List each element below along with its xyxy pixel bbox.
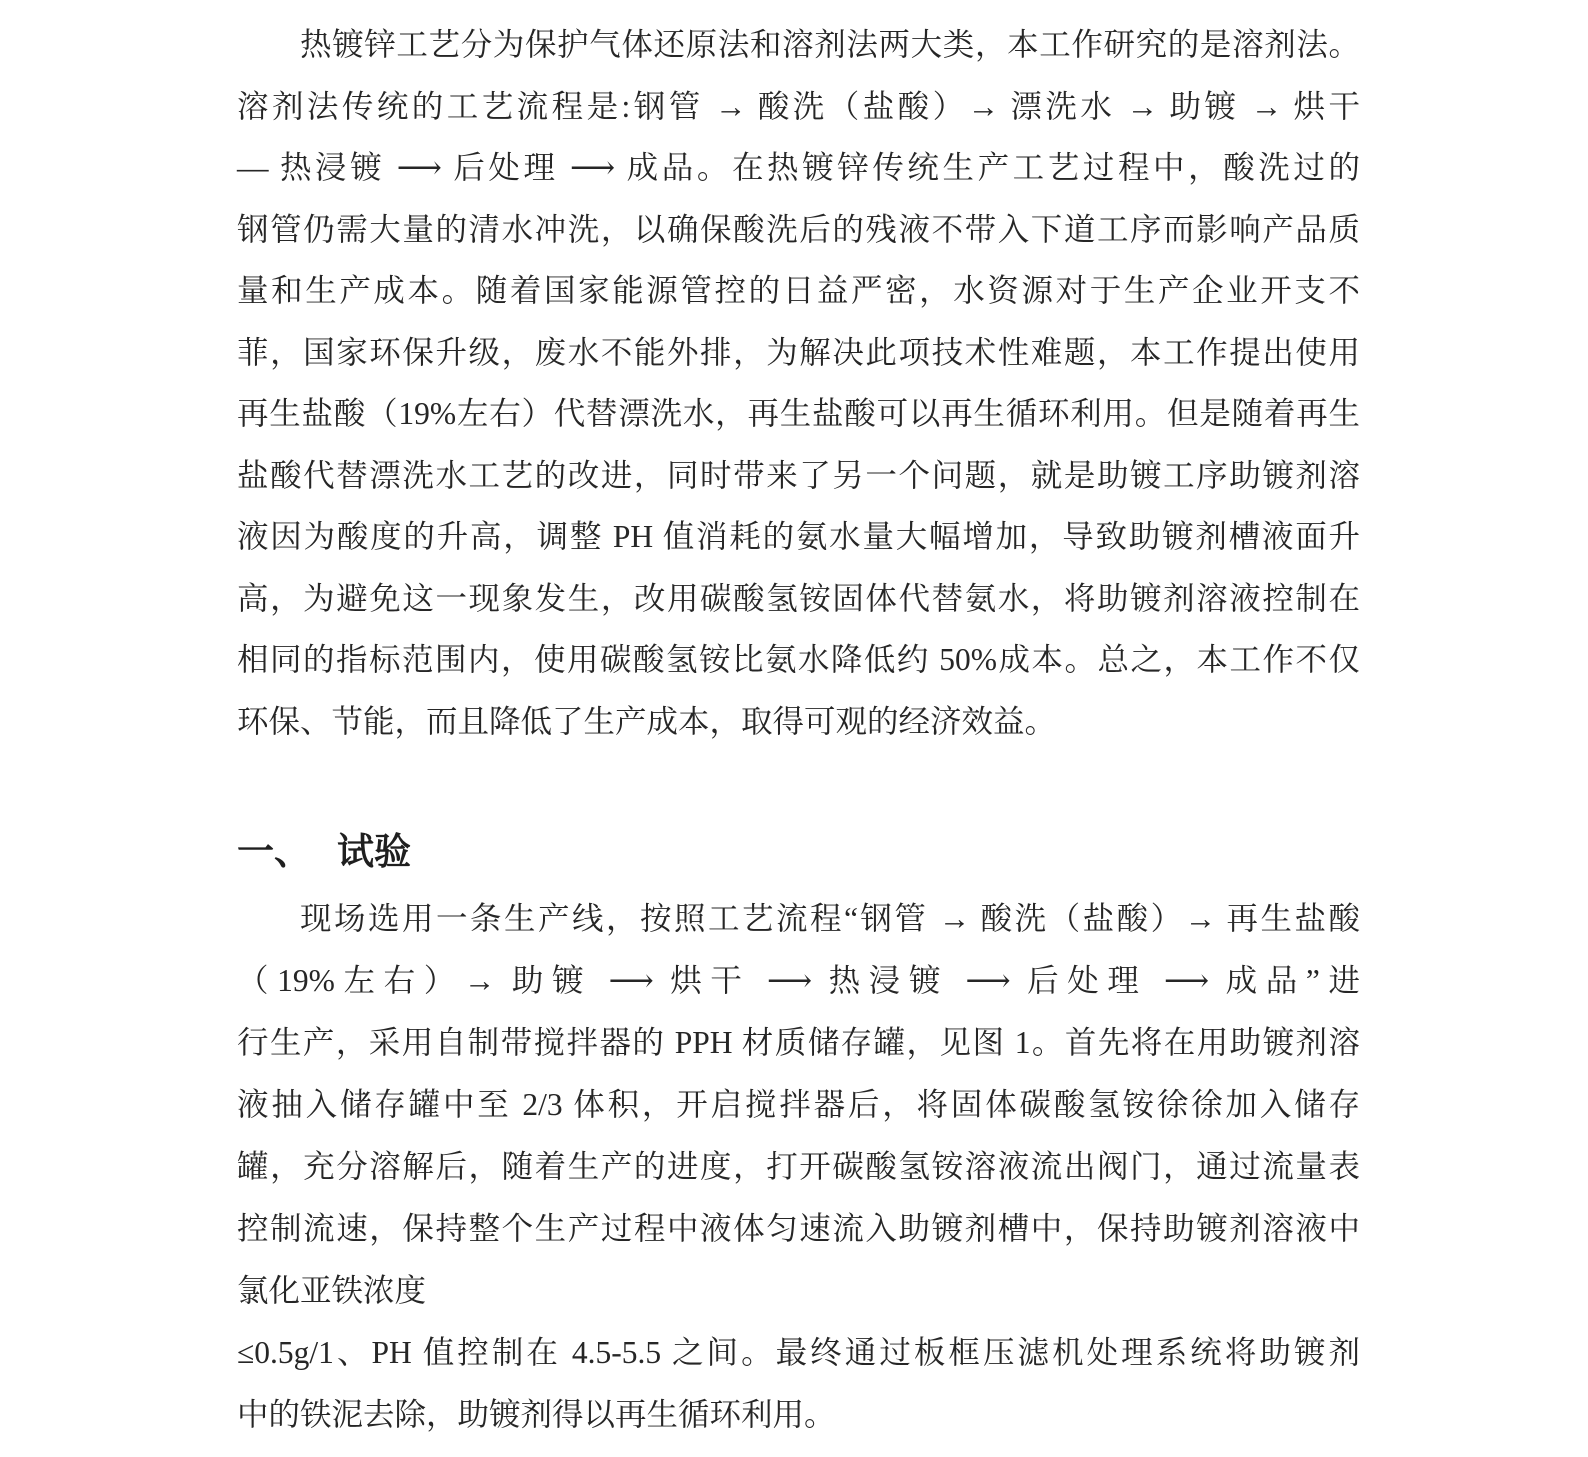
paragraph-line: 罐，充分溶解后，随着生产的进度，打开碳酸氢铵溶液流出阀门，通过流量表 <box>237 1149 1360 1184</box>
intro-paragraph <box>237 14 1360 752</box>
paragraph-line: 钢管仍需大量的清水冲洗，以确保酸洗后的残液不带入下道工序而影响产品质 <box>237 211 1360 247</box>
paragraph-line: 热镀锌工艺分为保护气体还原法和溶剂法两大类，本工作研究的是溶剂法。 <box>300 27 1360 62</box>
paragraph-line: 氯化亚铁浓度 <box>237 1273 427 1308</box>
section-heading-experiment <box>237 818 1360 888</box>
paragraph-line: 控制流速，保持整个生产过程中液体匀速流入助镀剂槽中，保持助镀剂溶液中 <box>237 1211 1360 1246</box>
paragraph-line: 行生产，采用自制带搅拌器的 PPH 材质储存罐，见图 1。首先将在用助镀剂溶 <box>237 1025 1360 1060</box>
paragraph-line: ≤0.5g/1、PH 值控制在 4.5-5.5 之间。最终通过板框压滤机处理系统将助镀剂 <box>237 1335 1360 1370</box>
paragraph-line: 盐酸代替漂洗水工艺的改进，同时带来了另一个问题，就是助镀工序助镀剂溶 <box>237 457 1360 493</box>
experiment-paragraph <box>237 888 1360 1446</box>
section-title: 试验 <box>337 832 411 873</box>
paragraph-line: 再生盐酸（19%左右）代替漂洗水，再生盐酸可以再生循环利用。但是随着再生 <box>237 396 1360 431</box>
paragraph-line-process-flow: （19%左右）→ 助镀 ⟶ 烘干 ⟶ 热浸镀 ⟶ 后处理 ⟶ 成品”进 <box>237 963 1360 998</box>
paragraph-line: 中的铁泥去除，助镀剂得以再生循环利用。 <box>237 1397 836 1432</box>
paragraph-line: 高，为避免这一现象发生，改用碳酸氢铵固体代替氨水，将助镀剂溶液控制在 <box>237 580 1360 616</box>
paragraph-line: 量和生产成本。随着国家能源管控的日益严密，水资源对于生产企业开支不 <box>237 273 1360 308</box>
paragraph-line-process-flow: 溶剂法传统的工艺流程是:钢管 → 酸洗（盐酸）→ 漂洗水 → 助镀 → 烘干 <box>237 88 1360 124</box>
paragraph-line: 液因为酸度的升高，调整 PH 值消耗的氨水量大幅增加，导致助镀剂槽液面升 <box>237 519 1360 554</box>
paragraph-line-process-flow: — 热浸镀 ⟶ 后处理 ⟶ 成品。在热镀锌传统生产工艺过程中，酸洗过的 <box>237 150 1360 185</box>
paragraph-line: 菲，国家环保升级，废水不能外排，为解决此项技术性难题，本工作提出使用 <box>237 334 1360 370</box>
paragraph-line: 液抽入储存罐中至 2/3 体积，开启搅拌器后，将固体碳酸氢铵徐徐加入储存 <box>237 1087 1360 1122</box>
section-number: 一、 <box>237 832 311 873</box>
paragraph-line-process-flow: 现场选用一条生产线，按照工艺流程“钢管 → 酸洗（盐酸）→ 再生盐酸 <box>300 901 1360 936</box>
paragraph-line: 环保、节能，而且降低了生产成本，取得可观的经济效益。 <box>237 703 1057 739</box>
paragraph-line: 相同的指标范围内，使用碳酸氢铵比氨水降低约 50%成本。总之，本工作不仅 <box>237 642 1360 677</box>
